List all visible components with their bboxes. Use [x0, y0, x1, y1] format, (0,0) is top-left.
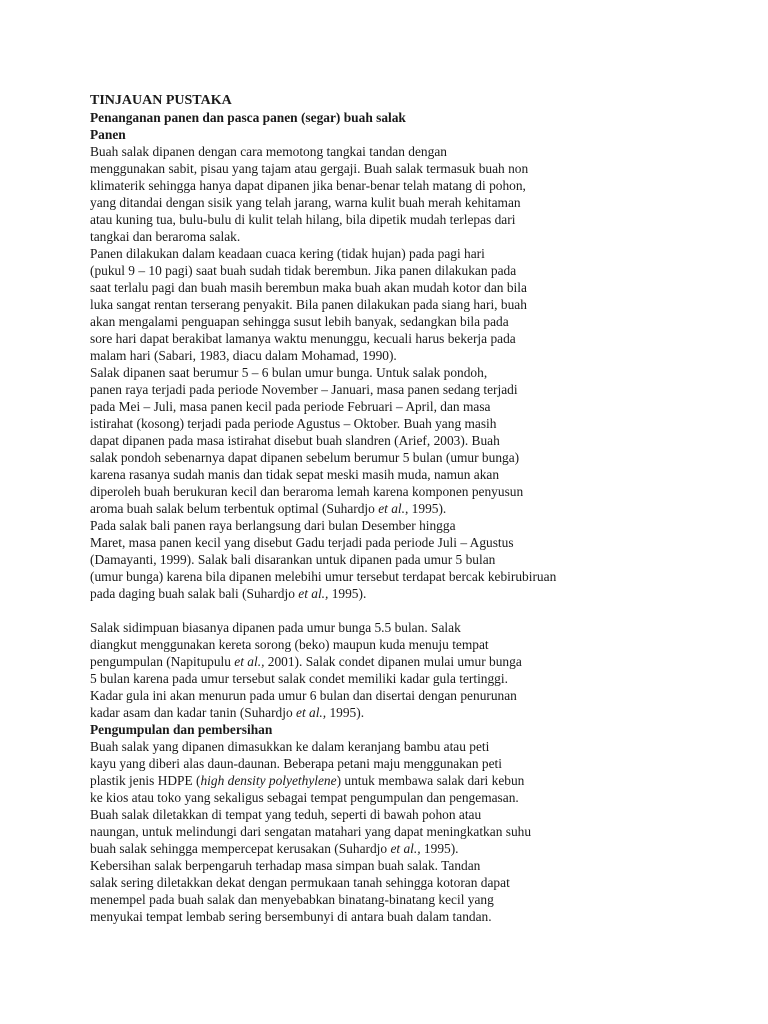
- page-title: TINJAUAN PUSTAKA: [90, 93, 232, 108]
- text-line: saat terlalu pagi dan buah masih berembun maka buah akan mudah kotor dan bila: [90, 280, 527, 295]
- text-line: ke kios atau toko yang sekaligus sebagai tempat pengumpulan dan pengemasan.: [90, 790, 519, 805]
- text-line: 5 bulan karena pada umur tersebut salak condet memiliki kadar gula tertinggi.: [90, 671, 508, 686]
- text-line: kayu yang diberi alas daun-daunan. Beberapa petani maju menggunakan peti: [90, 756, 502, 771]
- text-line: [90, 500, 710, 517]
- text-line: menyukai tempat lembab sering bersembunyi di antara buah dalam tandan.: [90, 909, 492, 924]
- text-line: dapat dipanen pada masa istirahat disebut buah slandren (Arief, 2003). Buah: [90, 433, 500, 448]
- text-line: Panen dilakukan dalam keadaan cuaca kering (tidak hujan) pada pagi hari: [90, 246, 485, 261]
- text-line: [90, 653, 710, 670]
- text-line: Salak sidimpuan biasanya dipanen pada umur bunga 5.5 bulan. Salak: [90, 620, 461, 635]
- text-line: Buah salak dipanen dengan cara memotong tangkai tandan dengan: [90, 144, 447, 159]
- term-italic: high density polyethylene: [200, 773, 337, 788]
- text-line: menggunakan sabit, pisau yang tajam atau gergaji. Buah salak termasuk buah non: [90, 161, 529, 176]
- text-segment: buah salak sehingga mempercepat kerusakan (Suhardjo: [90, 841, 391, 856]
- text-line: Kebersihan salak berpengaruh terhadap masa simpan buah salak. Tandan: [90, 858, 481, 873]
- citation-etal: et al.,: [298, 586, 329, 601]
- document-body: [90, 92, 710, 925]
- text-line: pada Mei – Juli, masa panen kecil pada periode Februari – April, dan masa: [90, 399, 491, 414]
- text-line: yang ditandai dengan sisik yang telah jarang, warna kulit buah merah kehitaman: [90, 195, 521, 210]
- citation-etal: et al.,: [234, 654, 265, 669]
- text-segment: kadar asam dan kadar tanin (Suhardjo: [90, 705, 296, 720]
- text-line: diperoleh buah berukuran kecil dan beraroma lemah karena komponen penyusun: [90, 484, 524, 499]
- text-line: [90, 772, 710, 789]
- text-segment: 1995).: [326, 705, 365, 720]
- text-line: [90, 704, 710, 721]
- text-line: [90, 840, 710, 857]
- document-subtitle: Penanganan panen dan pasca panen (segar) buah salak: [90, 110, 406, 125]
- text-line: atau kuning tua, bulu-bulu di kulit telah hilang, bila dipetik mudah terlepas dari: [90, 212, 516, 227]
- text-segment: ) untuk membawa salak dari kebun: [336, 773, 525, 788]
- text-line: tangkai dan beraroma salak.: [90, 229, 241, 244]
- text-segment: plastik jenis HDPE (: [90, 773, 201, 788]
- text-line: malam hari (Sabari, 1983, diacu dalam Mohamad, 1990).: [90, 348, 397, 363]
- text-line: klimaterik sehingga hanya dapat dipanen jika benar-benar telah matang di pohon,: [90, 178, 526, 193]
- text-line: (umur bunga) karena bila dipanen melebihi umur tersebut terdapat bercak kebirubiruan: [90, 569, 557, 584]
- text-line: menempel pada buah salak dan menyebabkan binatang-binatang kecil yang: [90, 892, 494, 907]
- text-line: sore hari dapat berakibat lamanya waktu menunggu, kecuali harus bekerja pada: [90, 331, 516, 346]
- text-line: panen raya terjadi pada periode November – Januari, masa panen sedang terjadi: [90, 382, 518, 397]
- text-line: Buah salak diletakkan di tempat yang teduh, seperti di bawah pohon atau: [90, 807, 482, 822]
- text-line: (pukul 9 – 10 pagi) saat buah sudah tidak berembun. Jika panen dilakukan pada: [90, 263, 517, 278]
- citation-etal: et al.: [378, 501, 405, 516]
- citation-etal: et al.,: [296, 705, 327, 720]
- section-heading-pengumpulan: Pengumpulan dan pembersihan: [90, 722, 273, 737]
- text-line: Maret, masa panen kecil yang disebut Gadu terjadi pada periode Juli – Agustus: [90, 535, 514, 550]
- text-line: (Damayanti, 1999). Salak bali disarankan untuk dipanen pada umur 5 bulan: [90, 552, 496, 567]
- text-line: Salak dipanen saat berumur 5 – 6 bulan umur bunga. Untuk salak pondoh,: [90, 365, 488, 380]
- text-line: [90, 585, 710, 602]
- text-line: salak pondoh sebenarnya dapat dipanen sebelum berumur 5 bulan (umur bunga): [90, 450, 520, 465]
- paragraph-gap: [90, 602, 710, 619]
- text-line: Kadar gula ini akan menurun pada umur 6 bulan dan disertai dengan penurunan: [90, 688, 517, 703]
- text-line: naungan, untuk melindungi dari sengatan matahari yang dapat meningkatkan suhu: [90, 824, 532, 839]
- text-line: karena rasanya sudah manis dan tidak sepat meski masih muda, namun akan: [90, 467, 500, 482]
- text-line: istirahat (kosong) terjadi pada periode Agustus – Oktober. Buah yang masih: [90, 416, 497, 431]
- text-segment: aroma buah salak belum terbentuk optimal (Suhardjo: [90, 501, 379, 516]
- text-line: luka sangat rentan terserang penyakit. Bila panen dilakukan pada siang hari, buah: [90, 297, 527, 312]
- text-segment: pada daging buah salak bali (Suhardjo: [90, 586, 299, 601]
- citation-etal: et al.,: [390, 841, 421, 856]
- text-segment: 1995).: [420, 841, 459, 856]
- text-segment: , 1995).: [404, 501, 447, 516]
- text-segment: pengumpulan (Napitupulu: [90, 654, 235, 669]
- text-line: Pada salak bali panen raya berlangsung dari bulan Desember hingga: [90, 518, 456, 533]
- text-line: akan mengalami penguapan sehingga susut lebih banyak, sedangkan bila pada: [90, 314, 509, 329]
- text-line: Buah salak yang dipanen dimasukkan ke dalam keranjang bambu atau peti: [90, 739, 490, 754]
- text-segment: 1995).: [328, 586, 367, 601]
- text-line: salak sering diletakkan dekat dengan permukaan tanah sehingga kotoran dapat: [90, 875, 510, 890]
- section-heading-panen: Panen: [90, 127, 126, 142]
- text-line: diangkut menggunakan kereta sorong (beko) maupun kuda menuju tempat: [90, 637, 489, 652]
- text-segment: 2001). Salak condet dipanen mulai umur bunga: [264, 654, 522, 669]
